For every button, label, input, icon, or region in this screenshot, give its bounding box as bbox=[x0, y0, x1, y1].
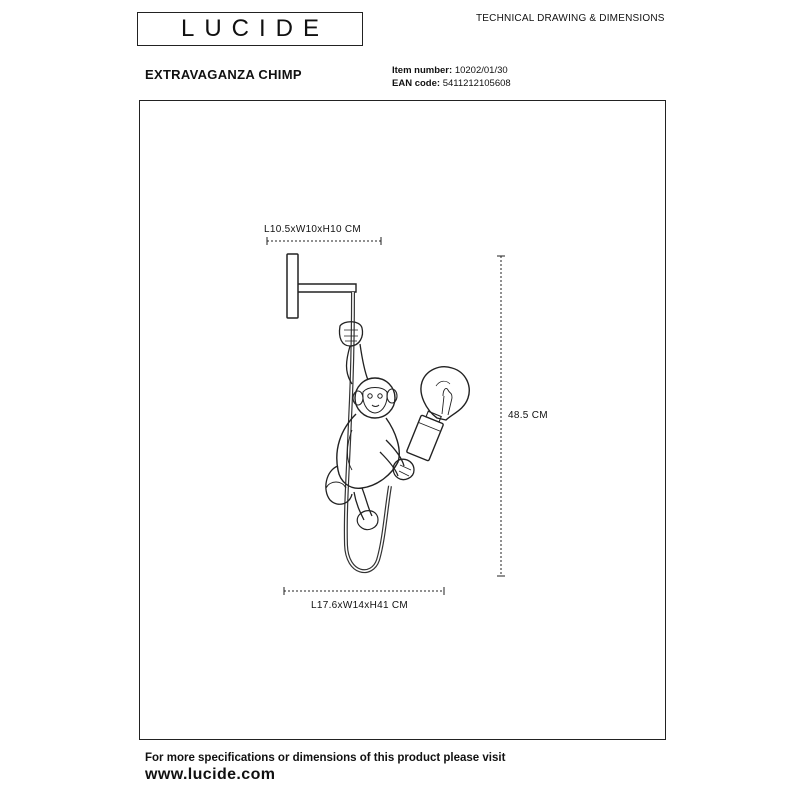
dimension-overall: L17.6xW14xH41 CM bbox=[311, 600, 409, 611]
product-name: EXTRAVAGANZA CHIMP bbox=[145, 67, 302, 82]
footer-info: For more specifications or dimensions of this product please visit bbox=[145, 752, 506, 764]
ean-label: EAN code: bbox=[392, 78, 441, 89]
item-number-label: Item number: bbox=[392, 65, 453, 76]
footer-url-link[interactable]: www.lucide.com bbox=[145, 766, 276, 783]
document-type: TECHNICAL DRAWING & DIMENSIONS bbox=[476, 13, 665, 24]
ean-value: 5411212105608 bbox=[442, 78, 511, 89]
dimension-wall-bracket: L10.5xW10xH10 CM bbox=[264, 224, 362, 235]
dimension-height: 48.5 CM bbox=[508, 410, 548, 421]
brand-logo-text: LUCIDE bbox=[180, 15, 330, 42]
item-number-value: 10202/01/30 bbox=[454, 65, 508, 76]
